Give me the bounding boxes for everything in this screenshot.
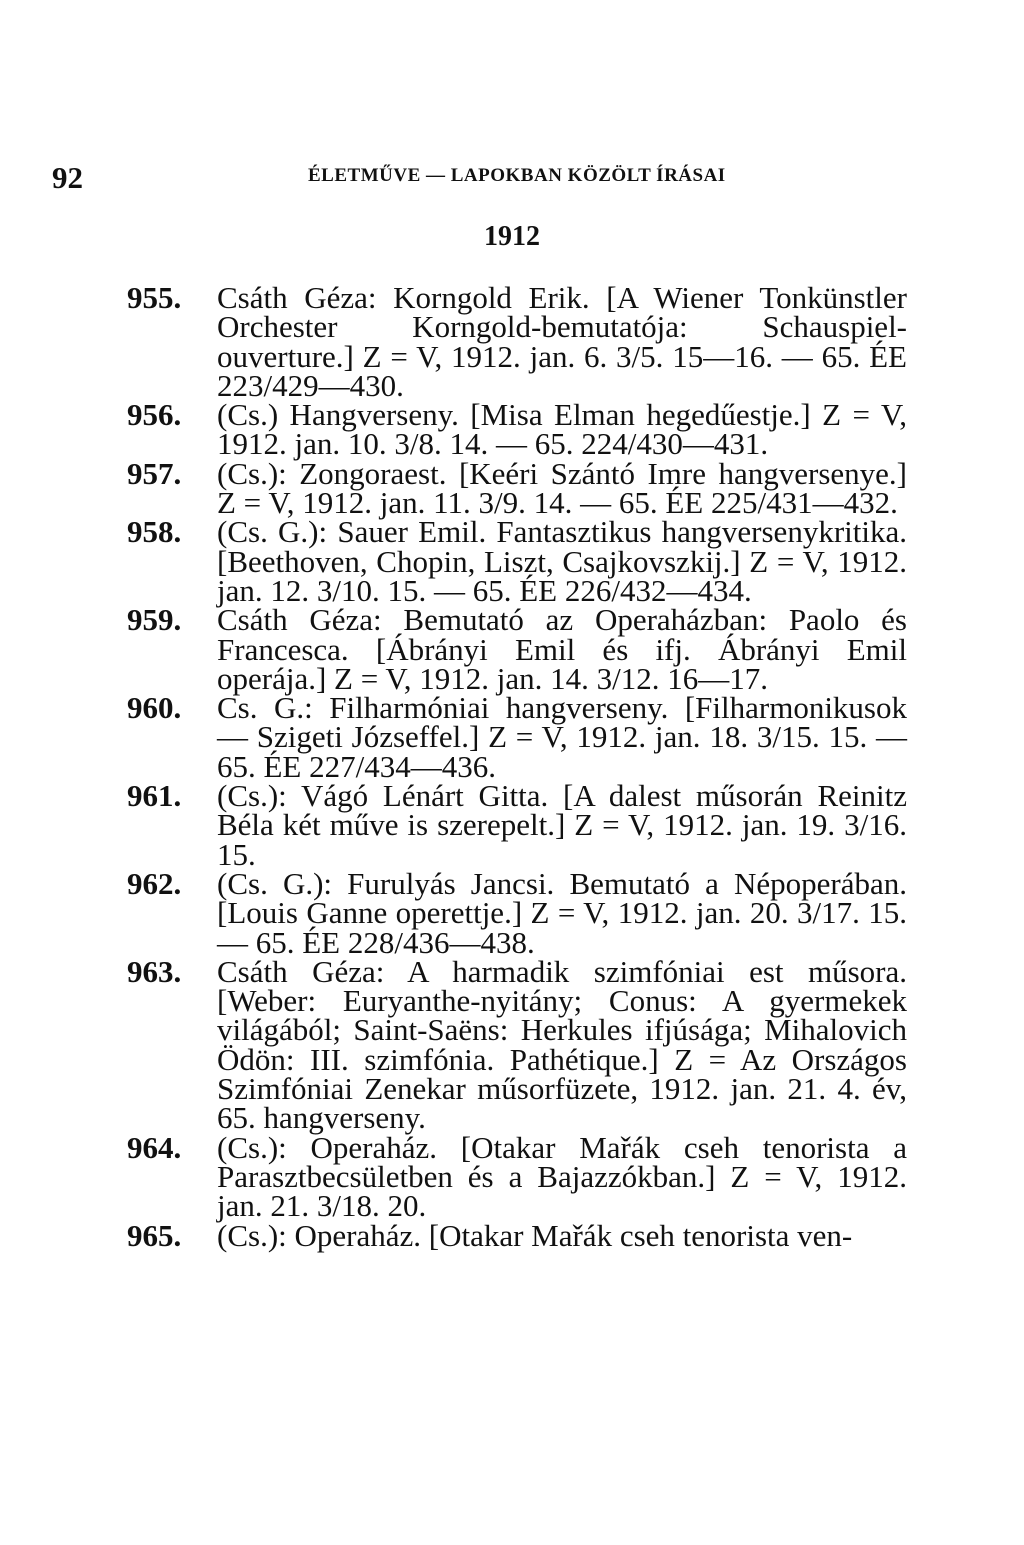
bibliography-entry <box>127 455 907 521</box>
entry-number: 964. <box>127 1129 182 1165</box>
entry-text: Cs. G.: Filharmóniai hangverseny. [Filharmonikusok — Szigeti Józseffel.] Z = V, 1912. jan. 18. 3/15. 15. — 65. ÉE 227/434—436. <box>217 690 907 784</box>
entry-number: 965. <box>127 1217 182 1253</box>
bibliography-entry <box>127 1217 907 1253</box>
bibliography-entry <box>127 778 907 872</box>
bibliography-entry <box>127 865 907 960</box>
entry-text: (Cs.): Zongoraest. [Keéri Szántó Imre hangversenye.] Z = V, 1912. jan. 11. 3/9. 14. — 65. ÉE 225/431—432. <box>217 455 907 521</box>
bibliography-entry <box>127 1129 907 1224</box>
entry-text: (Cs.): Operaház. [Otakar Mařák cseh tenorista ven- <box>217 1217 853 1253</box>
entry-text: (Cs.) Hangverseny. [Misa Elman hegedűestje.] Z = V, 1912. jan. 10. 3/8. 14. — 65. 224/430—431. <box>217 397 907 462</box>
entry-number: 957. <box>127 455 182 491</box>
running-head: ÉLETMŰVE — LAPOKBAN KÖZÖLT ÍRÁSAI <box>308 165 726 186</box>
page-number: 92 <box>52 160 83 195</box>
bibliography-entry <box>127 953 907 1136</box>
entry-text: Csáth Géza: Korngold Erik. [A Wiener Tonkünstler Orchester Korngold-bemutatója: Schauspiel-ouverture.] Z = V, 1912. jan. 6. 3/5. 15—16. — 65. ÉE 223/429—430. <box>217 280 907 403</box>
entry-text: (Cs. G.): Furulyás Jancsi. Bemutató a Népoperában. [Louis Ganne operettje.] Z = V, 1912. jan. 20. 3/17. 15. — 65. ÉE 228/436—438. <box>217 865 907 960</box>
entry-number: 958. <box>127 514 182 550</box>
entry-number: 962. <box>127 865 182 901</box>
entry-number: 956. <box>127 397 182 433</box>
entry-text: (Cs. G.): Sauer Emil. Fantasztikus hangversenykritika. [Beethoven, Chopin, Liszt, Csajkovszkij.] Z = V, 1912. jan. 12. 3/10. 15. — 65. ÉE 226/432—434. <box>217 514 907 608</box>
entry-text: Csáth Géza: A harmadik szimfóniai est műsora. [Weber: Euryanthe-nyitány; Conus: A gyermekek világából; Saint-Saëns: Herkules ifjúsága; Mihalovich Ödön: III. szimfónia. Pathétique.] Z = Az Országos Szimfóniai Zenekar műsorfüzete, 1912. jan. 21. 4. év, 65. hangverseny. <box>217 953 907 1136</box>
entry-number: 955. <box>127 280 182 315</box>
entry-text: (Cs.): Vágó Lénárt Gitta. [A dalest műsorán Reinitz Béla két műve is szerepelt.] Z = V, 1912. jan. 19. 3/16. 15. <box>217 778 907 872</box>
bibliography-list <box>127 280 907 1253</box>
bibliography-entry <box>127 280 907 403</box>
entry-text: (Cs.): Operaház. [Otakar Mařák cseh tenorista a Parasztbecsületben és a Bajazzókban.] Z = V, 1912. jan. 21. 3/18. 20. <box>217 1129 907 1224</box>
entry-text: Csáth Géza: Bemutató az Operaházban: Paolo és Francesca. [Ábrányi Emil és ifj. Ábrányi Emil operája.] Z = V, 1912. jan. 14. 3/12. 16—17. <box>217 602 907 696</box>
entry-number: 963. <box>127 953 182 989</box>
bibliography-entry <box>127 397 907 462</box>
entry-number: 959. <box>127 602 182 638</box>
entry-number: 960. <box>127 690 182 726</box>
bibliography-entry <box>127 690 907 784</box>
bibliography-entry <box>127 602 907 696</box>
entry-number: 961. <box>127 778 182 814</box>
bibliography-entry <box>127 514 907 608</box>
year-heading: 1912 <box>484 221 540 252</box>
